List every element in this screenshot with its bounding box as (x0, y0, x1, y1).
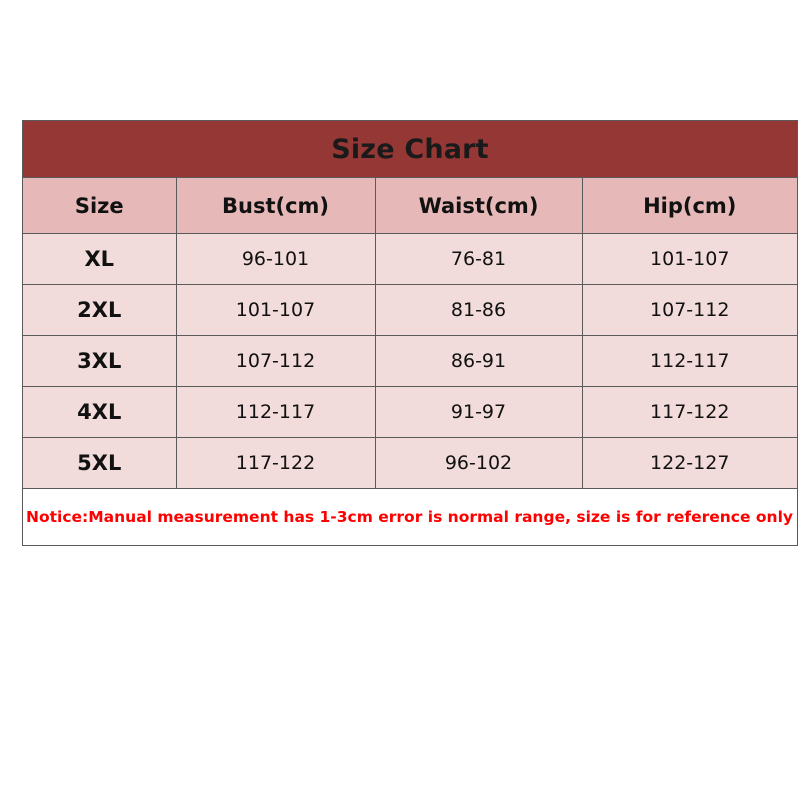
size-table (23, 178, 797, 488)
table-row (23, 387, 797, 438)
table-header-row (23, 178, 797, 234)
hip-cell: 112-117 (582, 336, 797, 387)
measurement-notice: Notice:Manual measurement has 1-3cm error is normal range, size is for reference only (23, 488, 797, 545)
size-cell: 3XL (23, 336, 176, 387)
table-row (23, 285, 797, 336)
bust-cell: 96-101 (176, 234, 375, 285)
size-chart (22, 120, 798, 546)
column-header-size: Size (23, 178, 176, 234)
table-row (23, 336, 797, 387)
bust-cell: 112-117 (176, 387, 375, 438)
waist-cell: 91-97 (375, 387, 582, 438)
column-header-waist: Waist(cm) (375, 178, 582, 234)
waist-cell: 86-91 (375, 336, 582, 387)
size-cell: 5XL (23, 438, 176, 489)
waist-cell: 76-81 (375, 234, 582, 285)
bust-cell: 107-112 (176, 336, 375, 387)
bust-cell: 117-122 (176, 438, 375, 489)
size-chart-title-bar (23, 121, 797, 178)
size-chart-title: Size Chart (331, 133, 489, 165)
table-row (23, 234, 797, 285)
bust-cell: 101-107 (176, 285, 375, 336)
column-header-hip: Hip(cm) (582, 178, 797, 234)
hip-cell: 122-127 (582, 438, 797, 489)
hip-cell: 107-112 (582, 285, 797, 336)
size-cell: XL (23, 234, 176, 285)
size-cell: 4XL (23, 387, 176, 438)
hip-cell: 101-107 (582, 234, 797, 285)
column-header-bust: Bust(cm) (176, 178, 375, 234)
waist-cell: 96-102 (375, 438, 582, 489)
table-row (23, 438, 797, 489)
waist-cell: 81-86 (375, 285, 582, 336)
size-cell: 2XL (23, 285, 176, 336)
hip-cell: 117-122 (582, 387, 797, 438)
